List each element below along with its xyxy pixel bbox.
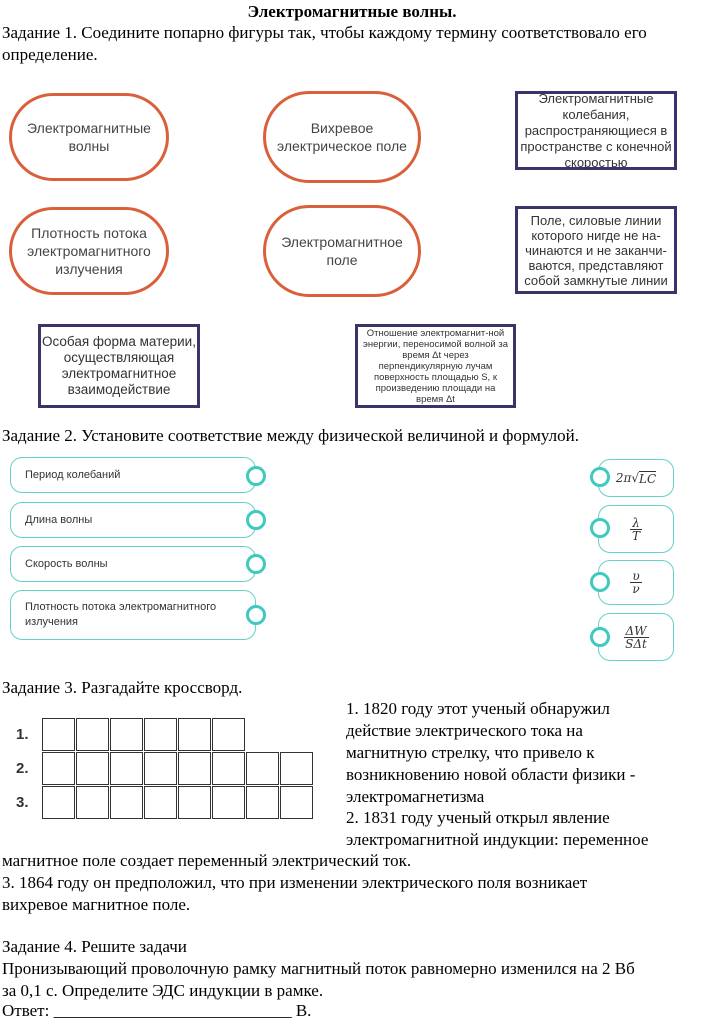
formula-numerator: λ — [632, 515, 640, 530]
term-card-4[interactable]: Электромагнитное поле — [263, 205, 421, 297]
crossword-cell[interactable] — [178, 718, 211, 751]
task4-heading: Задание 4. Решите задачи — [2, 937, 187, 956]
crossword-cell[interactable] — [144, 752, 177, 785]
crossword-cell[interactable] — [110, 752, 143, 785]
crossword-cell[interactable] — [212, 718, 245, 751]
formula-denominator: T — [631, 528, 640, 543]
task4-problem-line-2: за 0,1 с. Определите ЭДС индукции в рамке. — [2, 981, 324, 1000]
crossword-cell[interactable] — [144, 718, 177, 751]
clue-line-5: электромагнетизма — [346, 787, 485, 806]
formula-numerator: ΔW — [625, 623, 647, 638]
crossword-row-label-3: 3. — [16, 794, 29, 811]
clue-line-3: магнитную стрелку, что привело к — [346, 743, 595, 762]
formula-connector-3[interactable] — [590, 572, 610, 592]
quantity-connector-3[interactable] — [246, 554, 266, 574]
quantity-box-1[interactable]: Период колебаний — [10, 457, 256, 493]
answer-label: Ответ: — [2, 1001, 50, 1020]
crossword-row-label-1: 1. — [16, 726, 29, 743]
formula-prefix: 2π — [615, 471, 632, 485]
clue-line-6: 2. 1831 году ученый открыл явление — [346, 808, 610, 827]
quantity-connector-4[interactable] — [246, 605, 266, 625]
crossword-cell[interactable] — [42, 718, 75, 751]
definition-card-2[interactable]: Поле, силовые линии которого нигде не на-чинаются и не заканчи-ваются, представляют собой замкнутые линии — [515, 206, 677, 294]
crossword-cell[interactable] — [110, 786, 143, 819]
task4-problem-line-1: Пронизывающий проволочную рамку магнитный поток равномерно изменился на 2 Вб — [2, 959, 635, 978]
page-title: Электромагнитные волны. — [247, 2, 457, 21]
quantity-connector-2[interactable] — [246, 510, 266, 530]
formula-radicand: LC — [639, 471, 657, 486]
task3-text: Задание 3. Разгадайте кроссворд. — [2, 678, 243, 697]
crossword-cell[interactable] — [246, 786, 279, 819]
crossword-cell[interactable] — [42, 786, 75, 819]
crossword-cell[interactable] — [280, 752, 313, 785]
clue-line-8: магнитное поле создает переменный электрический ток. — [2, 851, 412, 870]
crossword-cell[interactable] — [144, 786, 177, 819]
crossword-cell[interactable] — [178, 752, 211, 785]
crossword-cell[interactable] — [212, 752, 245, 785]
clue-line-2: действие электрического тока на — [346, 721, 583, 740]
clue-line-10: вихревое магнитное поле. — [2, 895, 191, 914]
task1-text: Задание 1. Соедините попарно фигуры так, чтобы каждому термину соответствовало его определение. — [2, 23, 647, 64]
crossword-cell[interactable] — [280, 786, 313, 819]
crossword-cell[interactable] — [42, 752, 75, 785]
formula-denominator: ν — [632, 582, 640, 596]
clue-line-4: возникновению новой области физики - — [346, 765, 636, 784]
quantity-box-4[interactable]: Плотность потока электромагнитного излучения — [10, 590, 256, 640]
crossword-cell[interactable] — [246, 752, 279, 785]
clue-line-1: 1. 1820 году этот ученый обнаружил — [346, 699, 610, 718]
formula-connector-4[interactable] — [590, 627, 610, 647]
crossword-cell[interactable] — [178, 786, 211, 819]
formula-numerator: υ — [632, 569, 640, 583]
sqrt-sign: √ — [631, 471, 640, 485]
formula-connector-1[interactable] — [590, 467, 610, 487]
answer-row — [2, 1000, 311, 1022]
crossword-cell[interactable] — [212, 786, 245, 819]
crossword-row-label-2: 2. — [16, 760, 29, 777]
formula-denominator: SΔt — [625, 636, 647, 651]
definition-card-3[interactable]: Особая форма материи, осуществляющая электромагнитное взаимодействие — [38, 324, 200, 408]
task2-text: Задание 2. Установите соответствие между физической величиной и формулой. — [2, 426, 579, 445]
term-card-3[interactable]: Плотность потока электромагнитного излучения — [9, 207, 169, 295]
answer-unit: В. — [295, 1001, 312, 1020]
definition-card-1[interactable]: Электромагнитные колебания, распространяющиеся в пространстве с конечной скоростью — [515, 91, 677, 170]
term-card-2[interactable]: Вихревое электрическое поле — [263, 91, 421, 183]
crossword-cell[interactable] — [76, 752, 109, 785]
answer-field[interactable]: ____________________________ — [53, 1001, 292, 1020]
crossword-cell[interactable] — [76, 786, 109, 819]
crossword-cell[interactable] — [110, 718, 143, 751]
quantity-connector-1[interactable] — [246, 466, 266, 486]
definition-card-4[interactable]: Отношение электромагнит-ной энергии, переносимой волной за время Δt через перпендикулярную лучам поверхность площадью S, к произведению площади на время Δt — [355, 324, 516, 408]
formula-connector-2[interactable] — [590, 518, 610, 538]
quantity-box-2[interactable]: Длина волны — [10, 502, 256, 538]
crossword-cell[interactable] — [76, 718, 109, 751]
clue-line-7: электромагнитной индукции: переменное — [346, 830, 649, 849]
term-card-1[interactable]: Электромагнитные волны — [9, 93, 169, 181]
clue-line-9: 3. 1864 году он предположил, что при изменении электрического поля возникает — [2, 873, 588, 892]
quantity-box-3[interactable]: Скорость волны — [10, 546, 256, 582]
